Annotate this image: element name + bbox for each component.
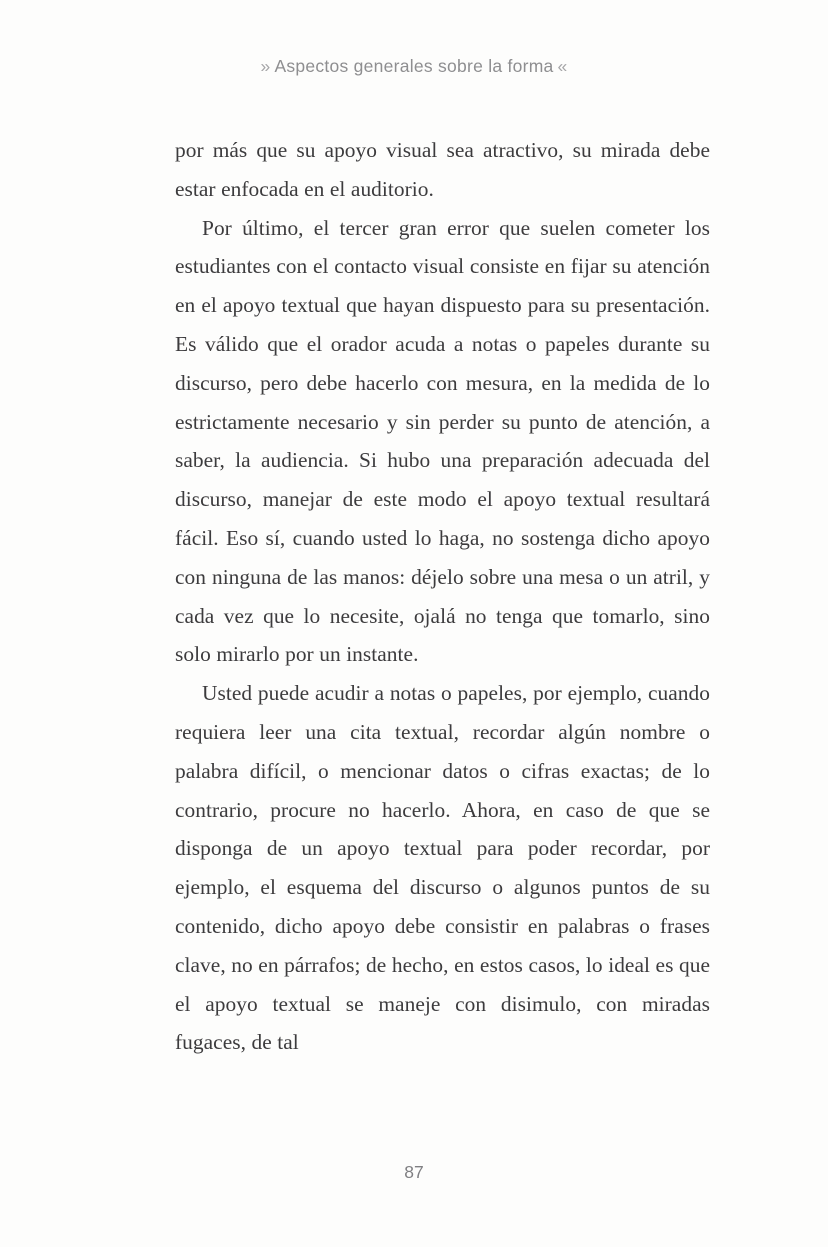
right-guillemet-icon: « xyxy=(557,56,568,76)
paragraph-third: Usted puede acudir a notas o papeles, por ejemplo, cuando requiera leer una cita textual, recordar algún nombre o palabra difícil, o mencionar datos o cifras exactas; de lo contrario, procure no hacerlo. Ahora, en caso de que se disponga de un apoyo textual para poder recordar, por ejemplo, el esquema del discurso o algunos puntos de su contenido, dicho apoyo debe consistir en palabras o frases clave, no en párrafos; de hecho, en estos casos, lo ideal es que el apoyo textual se maneje con disimulo, con miradas fugaces, de tal xyxy=(175,681,710,1055)
page-number: 87 xyxy=(404,1162,424,1182)
left-guillemet-icon: » xyxy=(260,56,271,76)
running-head xyxy=(0,56,828,77)
running-head-title: Aspectos generales sobre la forma xyxy=(274,56,554,76)
body-text-column xyxy=(175,131,710,1062)
paragraph-continuation: por más que su apoyo visual sea atractivo, su mirada debe estar enfocada en el auditorio. xyxy=(175,138,710,201)
paragraph-second: Por último, el tercer gran error que suelen cometer los estudiantes con el contacto visual consiste en fijar su atención en el apoyo textual que hayan dispuesto para su presentación. Es válido que el orador acuda a notas o papeles durante su discurso, pero debe hacerlo con mesura, en la medida de lo estrictamente necesario y sin perder su punto de atención, a saber, la audiencia. Si hubo una preparación adecuada del discurso, manejar de este modo el apoyo textual resultará fácil. Eso sí, cuando usted lo haga, no sostenga dicho apoyo con ninguna de las manos: déjelo sobre una mesa o un atril, y cada vez que lo necesite, ojalá no tenga que tomarlo, sino solo mirarlo por un instante. xyxy=(175,215,710,667)
